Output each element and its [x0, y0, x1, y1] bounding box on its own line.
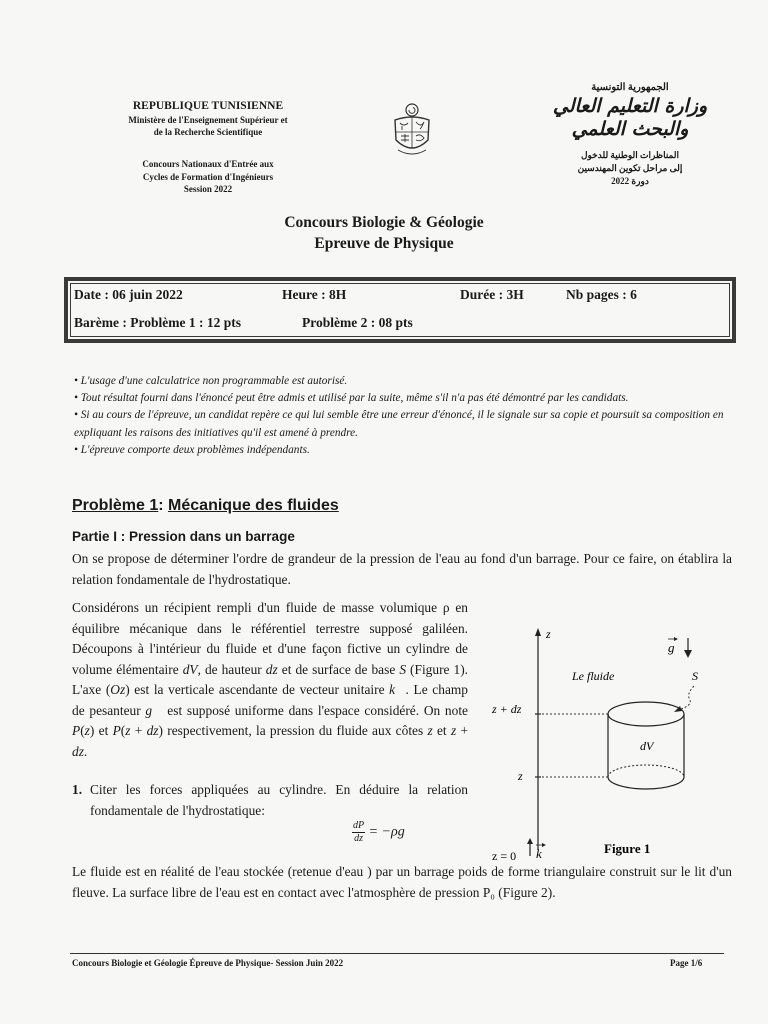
concours-line-2: Cycles de Formation d'Ingénieurs: [142, 171, 274, 182]
exam-title: [200, 212, 568, 254]
z-plus-dz-label: z + dz: [492, 702, 522, 716]
z-level-label: z: [518, 769, 523, 783]
exam-title-line-2: Epreuve de Physique: [314, 235, 454, 252]
ministry-line-2: de la Recherche Scientifique: [153, 127, 263, 137]
hydrostatic-equation: $\frac{dP}{dz}$ = −ρg: [353, 820, 405, 844]
ministry-line-1: Ministère de l'Enseignement Supérieur et: [128, 115, 288, 125]
heure-label: Heure : 8H: [282, 287, 347, 302]
g-vector-label: g: [668, 640, 675, 655]
page-number: Page 1/6: [670, 958, 703, 968]
header-right: [540, 82, 720, 188]
footer-left: Concours Biologie et Géologie Épreuve de Physique- Session Juin 2022: [72, 958, 344, 968]
z-axis-label: z: [546, 627, 551, 641]
concours-info: [96, 158, 320, 196]
concours-arabic-line-1: المناظرات الوطنية للدخول: [580, 150, 679, 160]
header-left: [96, 100, 320, 196]
surface-label: S: [692, 669, 698, 683]
session-arabic: دورة 2022: [611, 176, 649, 186]
figure-1-caption: Figure 1: [604, 841, 651, 856]
country-name: REPUBLIQUE TUNISIENNE: [132, 100, 284, 112]
question-number: 1.: [72, 782, 83, 797]
closing-paragraph: Le fluide est en réalité de l'eau stockée (retenue d'eau ) par un barrage poids de forme triangulaire construit sur le lit d'un fleuve. La surface libre de l'eau est en contact avec l'atmosphère de pression P₀ (Figure 2).: [72, 864, 732, 900]
ministry-arabic-line-1: وزارة التعليم العالي: [552, 95, 708, 117]
problem-1-name: Mécanique des fluides: [168, 497, 339, 514]
rule-item: • L'usage d'une calculatrice non programmable est autorisé.: [74, 375, 348, 387]
republic-arabic: الجمهورية التونسية: [591, 82, 669, 93]
duree-label: Durée : 3H: [460, 287, 524, 302]
session-label: Session 2022: [183, 184, 233, 194]
fluid-label: Le fluide: [572, 669, 615, 683]
exam-title-line-1: Concours Biologie & Géologie: [284, 214, 484, 231]
k-vector-label: k: [536, 846, 542, 861]
volume-label: dV: [640, 739, 654, 753]
figure-1-diagram: [488, 622, 708, 872]
rule-item: • Si au cours de l'épreuve, un candidat repère ce qui lui semble être une erreur d'énoncé, il le signale sur sa copie et poursuit sa composition en expliquant les raisons des initiatives qu'il est amené à prendre.: [74, 409, 724, 439]
concours-line-1: Concours Nationaux d'Entrée aux: [142, 159, 274, 169]
question-text: Citer les forces appliquées au cylindre. En déduire la relation fondamentale de l'hydrostatique:: [90, 782, 468, 818]
origin-label: z = 0: [492, 849, 517, 863]
problem-1-number: Problème 1: [72, 497, 159, 514]
footer-divider: [70, 953, 724, 954]
bareme-problem2: Problème 2 : 08 pts: [302, 315, 413, 330]
question-1: [72, 780, 468, 821]
exam-info-box: [64, 277, 736, 343]
equation-fraction: $\frac{dP}{dz}$: [353, 820, 365, 844]
date-label: Date : 06 juin 2022: [74, 287, 183, 302]
intro-paragraph: On se propose de déterminer l'ordre de grandeur de la pression de l'eau au fond d'un barrage. Pour ce faire, on établira la relation fondamentale de l'hydrostatique.: [72, 551, 732, 587]
concours-arabic-line-2: إلى مراحل تكوين المهندسين: [577, 163, 683, 173]
problem-1-title: [72, 497, 339, 515]
ministry-arabic-line-2: والبحث العلمي: [571, 118, 689, 140]
part-1-title: Partie I : Pression dans un barrage: [72, 529, 295, 544]
rule-item: • L'épreuve comporte deux problèmes indépendants.: [74, 443, 310, 456]
rule-item: • Tout résultat fourni dans l'énoncé peut être admis et utilisé par la suite, même s'il n'a pas été démontré par les candidats.: [74, 392, 629, 405]
tunisia-emblem-icon: [390, 102, 434, 160]
setup-paragraph: Considérons un récipient rempli d'un fluide de masse volumique ρ en équilibre mécanique dans le référentiel terrestre supposé galiléen. Découpons à l'intérieur du fluide et d'une façon fictive un cylindre de volume élémentaire dV, de hauteur dz et de surface de base S (Figure 1). L'axe (Oz) est la verticale ascendante de vecteur unitaire k⃗. Le champ de pesanteur g⃗ est supposé uniforme dans l'espace considéré. On note P(z) et P(z + dz) respectivement, la pression du fluide aux côtes z et z + dz.: [72, 600, 469, 759]
ministry-name: [96, 114, 320, 138]
ministry-arabic: [540, 95, 720, 141]
exam-rules: [74, 373, 734, 459]
pages-label: Nb pages : 6: [566, 287, 637, 302]
problem-1-separator: :: [158, 497, 169, 514]
concours-arabic: [540, 149, 720, 188]
figure-1: [488, 622, 708, 872]
bareme-problem1: Barème : Problème 1 : 12 pts: [74, 315, 241, 330]
